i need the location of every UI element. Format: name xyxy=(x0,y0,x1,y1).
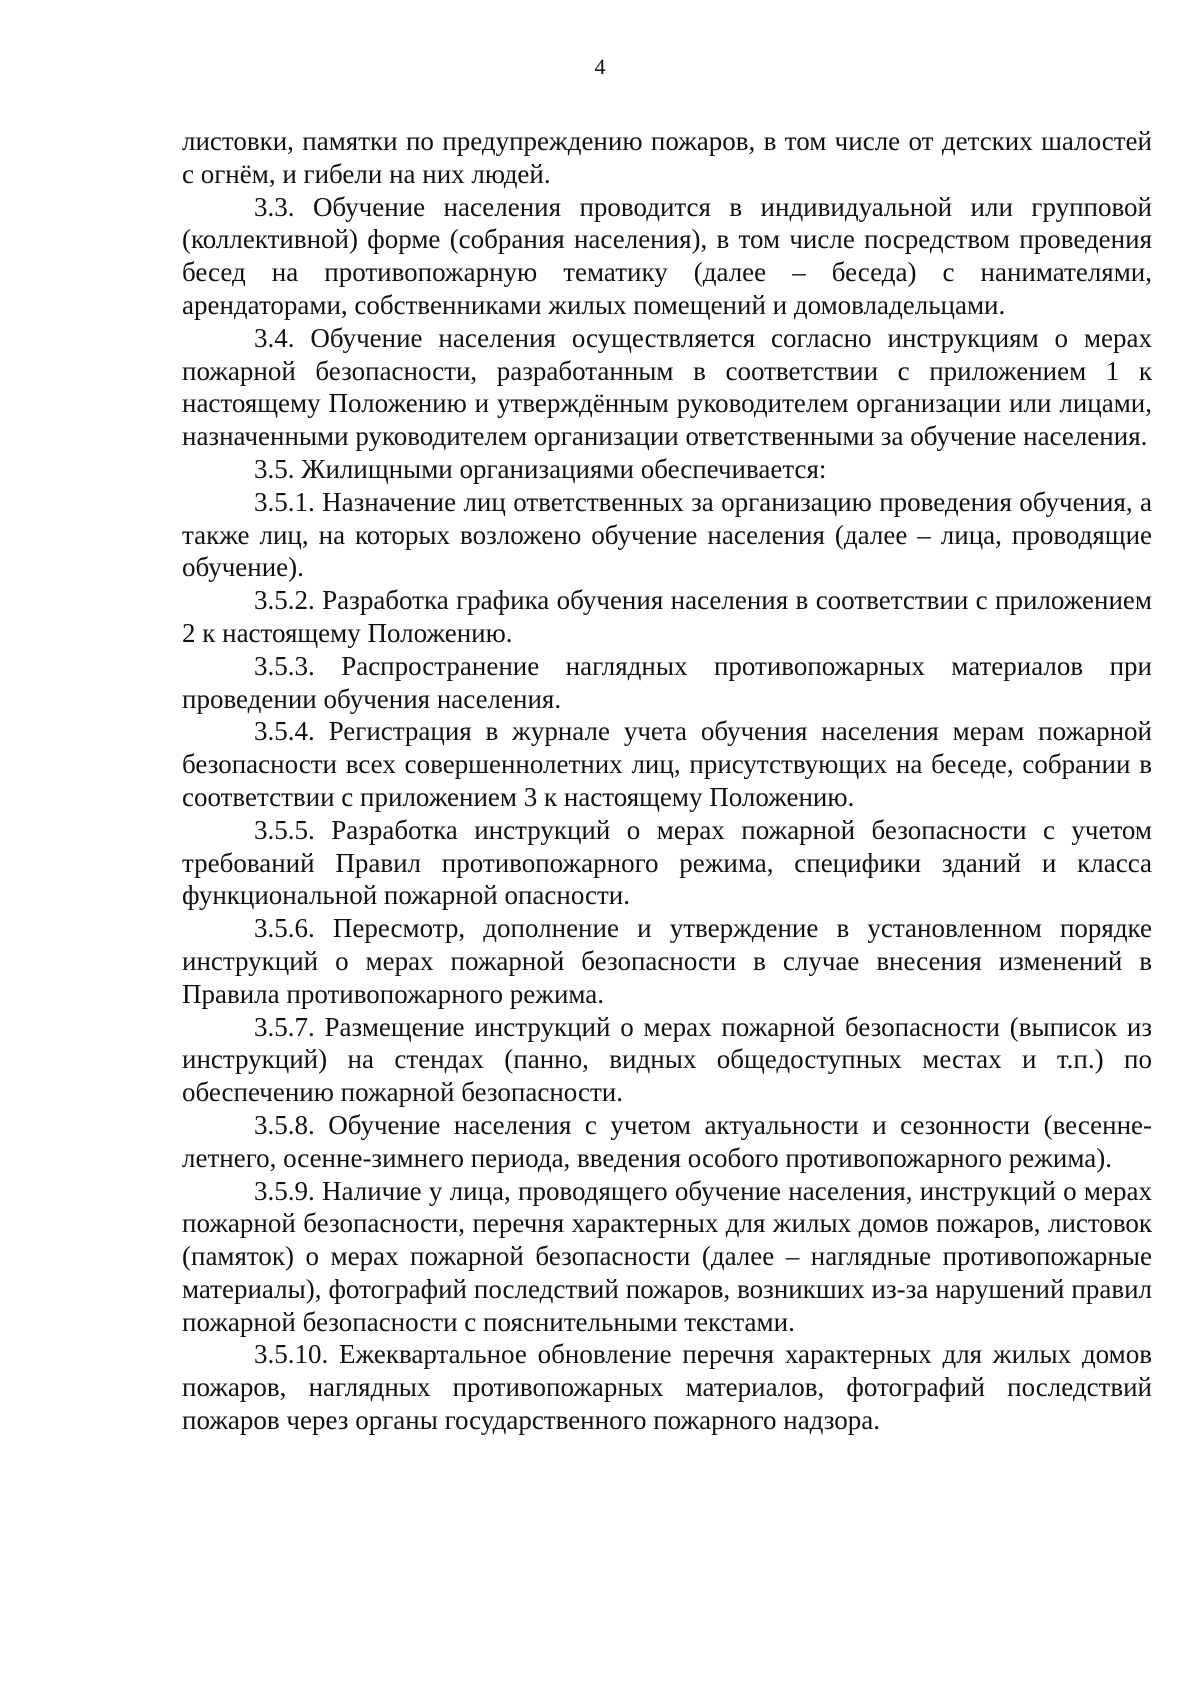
paragraph-3-5-1: 3.5.1. Назначение лиц ответственных за организацию проведения обучения, а также лиц, на которых возложено обучение населения (далее – лица, проводящие обучение). xyxy=(182,486,1152,583)
paragraph-continuation: листовки, памятки по предупреждению пожаров, в том числе от детских шалостей с огнём, и гибели на них людей. xyxy=(182,126,1152,189)
paragraph-3-5-6: 3.5.6. Пересмотр, дополнение и утверждение в установленном порядке инструкций о мерах пожарной безопасности в случае внесения изменений в Правила противопожарного режима. xyxy=(182,913,1152,1009)
paragraph-3-5-4: 3.5.4. Регистрация в журнале учета обучения населения мерам пожарной безопасности всех совершеннолетних лиц, присутствующих на беседе, собрании в соответствии с приложением 3 к настоящему Положению. xyxy=(182,716,1152,812)
document-body xyxy=(182,125,1152,1437)
paragraph-3-4: 3.4. Обучение населения осуществляется согласно инструкциям о мерах пожарной безопасности, разработанным в соответствии с приложением 1 к настоящему Положению и утверждённым руководителем организации или лицами, назначенными руководителем организации ответственными за обучение населения. xyxy=(182,322,1152,452)
paragraph-3-5-5: 3.5.5. Разработка инструкций о мерах пожарной безопасности с учетом требований Правил противопожарного режима, специфики зданий и класса функциональной пожарной опасности. xyxy=(182,814,1152,911)
paragraph-3-5-9: 3.5.9. Наличие у лица, проводящего обучение населения, инструкций о мерах пожарной безопасности, перечня характерных для жилых домов пожаров, листовок (памяток) о мерах пожарной безопасности (далее – наглядные противопожарные материалы), фотографий последствий пожаров, возникших из-за нарушений правил пожарной безопасности с пояснительными текстами. xyxy=(182,1175,1152,1337)
paragraph-3-5-7: 3.5.7. Размещение инструкций о мерах пожарной безопасности (выписок из инструкций) на стендах (панно, видных общедоступных местах и т.п.) по обеспечению пожарной безопасности. xyxy=(182,1011,1152,1108)
page-number: 4 xyxy=(594,54,606,79)
paragraph-3-5-2: 3.5.2. Разработка графика обучения населения в соответствии с приложением 2 к настоящему Положению. xyxy=(182,585,1152,648)
paragraph-3-5-10: 3.5.10. Ежеквартальное обновление перечня характерных для жилых домов пожаров, наглядных противопожарных материалов, фотографий последствий пожаров через органы государственного пожарного надзора. xyxy=(182,1339,1152,1436)
paragraph-3-5: 3.5. Жилищными организациями обеспечивается: xyxy=(254,453,827,484)
paragraph-3-5-8: 3.5.8. Обучение населения с учетом актуальности и сезонности (весенне-летнего, осенне-зимнего периода, введения особого противопожарного режима). xyxy=(182,1109,1152,1173)
paragraph-3-3: 3.3. Обучение населения проводится в индивидуальной или групповой (коллективной) форме (собрания населения), в том числе посредством проведения бесед на противопожарную тематику (далее – беседа) с нанимателями, арендаторами, собственниками жилых помещений и домовладельцами. xyxy=(182,191,1152,320)
paragraph-3-5-3: 3.5.3. Распространение наглядных противопожарных материалов при проведении обучения населения. xyxy=(182,650,1152,714)
